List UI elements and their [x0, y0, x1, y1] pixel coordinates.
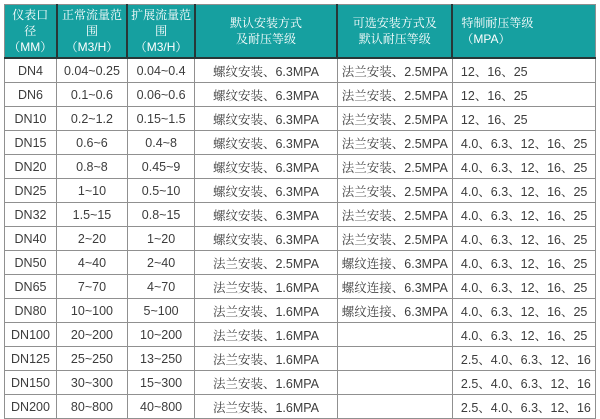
table-row: [5, 155, 596, 179]
cell-special-pressure: 4.0、6.3、12、16、25: [452, 227, 595, 251]
cell-normal-flow: 80~800: [57, 395, 128, 419]
cell-extended-flow: 0.5~10: [127, 179, 194, 203]
cell-extended-flow: 0.4~8: [127, 131, 194, 155]
cell-extended-flow: 0.45~9: [127, 155, 194, 179]
cell-default-install: 法兰安装、1.6MPA: [195, 371, 337, 395]
cell-optional-install: 法兰安装、2.5MPA: [337, 155, 452, 179]
cell-extended-flow: 0.8~15: [127, 203, 194, 227]
header-special-pressure-line1: 特制耐压等级: [461, 16, 534, 30]
table-row: [5, 371, 596, 395]
cell-diameter: DN200: [5, 395, 57, 419]
table-row: [5, 299, 596, 323]
cell-extended-flow: 1~20: [127, 227, 194, 251]
cell-normal-flow: 25~250: [57, 347, 128, 371]
cell-optional-install: [337, 371, 452, 395]
header-normal-flow: [57, 5, 128, 59]
cell-extended-flow: 4~70: [127, 275, 194, 299]
cell-normal-flow: 0.04~0.25: [57, 58, 128, 83]
cell-optional-install: 法兰安装、2.5MPA: [337, 83, 452, 107]
table-row: [5, 275, 596, 299]
cell-normal-flow: 4~40: [57, 251, 128, 275]
table-row: [5, 203, 596, 227]
cell-special-pressure: 12、16、25: [452, 83, 595, 107]
cell-default-install: 螺纹安装、6.3MPA: [195, 227, 337, 251]
spec-table: [4, 4, 596, 419]
header-normal-flow-line2: （M3/H）: [65, 40, 119, 54]
cell-special-pressure: 4.0、6.3、12、16、25: [452, 155, 595, 179]
cell-diameter: DN125: [5, 347, 57, 371]
cell-diameter: DN4: [5, 58, 57, 83]
cell-default-install: 螺纹安装、6.3MPA: [195, 203, 337, 227]
table-row: [5, 347, 596, 371]
table-row: [5, 323, 596, 347]
header-optional-install-line2: 默认耐压等级: [358, 32, 431, 46]
header-diameter: [5, 5, 57, 59]
cell-diameter: DN20: [5, 155, 57, 179]
cell-default-install: 螺纹安装、6.3MPA: [195, 107, 337, 131]
cell-extended-flow: 40~800: [127, 395, 194, 419]
table-row: [5, 107, 596, 131]
cell-special-pressure: 12、16、25: [452, 107, 595, 131]
cell-diameter: DN15: [5, 131, 57, 155]
cell-diameter: DN50: [5, 251, 57, 275]
table-row: [5, 179, 596, 203]
cell-default-install: 法兰安装、1.6MPA: [195, 323, 337, 347]
cell-normal-flow: 2~20: [57, 227, 128, 251]
cell-special-pressure: 4.0、6.3、12、16、25: [452, 203, 595, 227]
cell-diameter: DN80: [5, 299, 57, 323]
table-row: [5, 58, 596, 83]
cell-optional-install: 螺纹连接、6.3MPA: [337, 299, 452, 323]
header-row: [5, 5, 596, 59]
cell-optional-install: [337, 395, 452, 419]
cell-default-install: 螺纹安装、6.3MPA: [195, 83, 337, 107]
cell-extended-flow: 13~250: [127, 347, 194, 371]
header-diameter-line2: （MM）: [8, 40, 53, 54]
cell-special-pressure: 2.5、4.0、6.3、12、16: [452, 395, 595, 419]
cell-default-install: 法兰安装、1.6MPA: [195, 299, 337, 323]
cell-diameter: DN65: [5, 275, 57, 299]
table-row: [5, 395, 596, 419]
cell-default-install: 法兰安装、1.6MPA: [195, 395, 337, 419]
header-normal-flow-line1: 正常流量范围: [61, 8, 122, 38]
cell-diameter: DN40: [5, 227, 57, 251]
cell-default-install: 螺纹安装、6.3MPA: [195, 131, 337, 155]
cell-diameter: DN32: [5, 203, 57, 227]
spec-table-body: [5, 58, 596, 419]
header-default-install-line2: 及耐压等级: [235, 32, 296, 46]
cell-extended-flow: 2~40: [127, 251, 194, 275]
header-default-install-line1: 默认安装方式: [229, 16, 302, 30]
cell-default-install: 螺纹安装、6.3MPA: [195, 155, 337, 179]
cell-diameter: DN6: [5, 83, 57, 107]
header-special-pressure-line2: （MPA）: [461, 32, 511, 46]
cell-normal-flow: 0.8~8: [57, 155, 128, 179]
header-extended-flow: [127, 5, 194, 59]
cell-optional-install: 法兰安装、2.5MPA: [337, 227, 452, 251]
cell-normal-flow: 30~300: [57, 371, 128, 395]
cell-normal-flow: 10~100: [57, 299, 128, 323]
table-row: [5, 83, 596, 107]
cell-optional-install: 法兰安装、2.5MPA: [337, 107, 452, 131]
cell-special-pressure: 4.0、6.3、12、16、25: [452, 131, 595, 155]
header-extended-flow-line2: （M3/H）: [134, 40, 188, 54]
cell-extended-flow: 10~200: [127, 323, 194, 347]
cell-default-install: 螺纹安装、6.3MPA: [195, 179, 337, 203]
cell-optional-install: 法兰安装、2.5MPA: [337, 58, 452, 83]
table-row: [5, 131, 596, 155]
header-optional-install: [337, 5, 452, 59]
header-default-install: [195, 5, 337, 59]
cell-optional-install: 螺纹连接、6.3MPA: [337, 251, 452, 275]
cell-default-install: 螺纹安装、6.3MPA: [195, 58, 337, 83]
cell-special-pressure: 4.0、6.3、12、16、25: [452, 299, 595, 323]
cell-special-pressure: 4.0、6.3、12、16、25: [452, 251, 595, 275]
cell-special-pressure: 2.5、4.0、6.3、12、16: [452, 371, 595, 395]
cell-optional-install: 法兰安装、2.5MPA: [337, 131, 452, 155]
table-row: [5, 227, 596, 251]
cell-normal-flow: 0.1~0.6: [57, 83, 128, 107]
cell-diameter: DN25: [5, 179, 57, 203]
cell-special-pressure: 4.0、6.3、12、16、25: [452, 179, 595, 203]
cell-extended-flow: 5~100: [127, 299, 194, 323]
cell-extended-flow: 0.04~0.4: [127, 58, 194, 83]
cell-optional-install: 法兰安装、2.5MPA: [337, 179, 452, 203]
cell-optional-install: 法兰安装、2.5MPA: [337, 203, 452, 227]
cell-extended-flow: 0.15~1.5: [127, 107, 194, 131]
header-diameter-line1: 仪表口径: [12, 8, 49, 38]
cell-extended-flow: 15~300: [127, 371, 194, 395]
cell-optional-install: 螺纹连接、6.3MPA: [337, 275, 452, 299]
cell-diameter: DN150: [5, 371, 57, 395]
header-extended-flow-line1: 扩展流量范围: [131, 8, 192, 38]
cell-normal-flow: 1~10: [57, 179, 128, 203]
header-special-pressure: [452, 5, 595, 59]
cell-normal-flow: 0.6~6: [57, 131, 128, 155]
cell-default-install: 法兰安装、1.6MPA: [195, 347, 337, 371]
cell-normal-flow: 20~200: [57, 323, 128, 347]
cell-diameter: DN100: [5, 323, 57, 347]
cell-normal-flow: 1.5~15: [57, 203, 128, 227]
cell-optional-install: [337, 347, 452, 371]
cell-normal-flow: 0.2~1.2: [57, 107, 128, 131]
cell-special-pressure: 2.5、4.0、6.3、12、16: [452, 347, 595, 371]
cell-normal-flow: 7~70: [57, 275, 128, 299]
cell-special-pressure: 4.0、6.3、12、16、25: [452, 323, 595, 347]
cell-default-install: 法兰安装、1.6MPA: [195, 275, 337, 299]
header-optional-install-line1: 可选安装方式及: [352, 16, 437, 30]
cell-default-install: 法兰安装、2.5MPA: [195, 251, 337, 275]
table-row: [5, 251, 596, 275]
cell-optional-install: [337, 323, 452, 347]
cell-extended-flow: 0.06~0.6: [127, 83, 194, 107]
cell-special-pressure: 12、16、25: [452, 58, 595, 83]
cell-special-pressure: 4.0、6.3、12、16、25: [452, 275, 595, 299]
cell-diameter: DN10: [5, 107, 57, 131]
